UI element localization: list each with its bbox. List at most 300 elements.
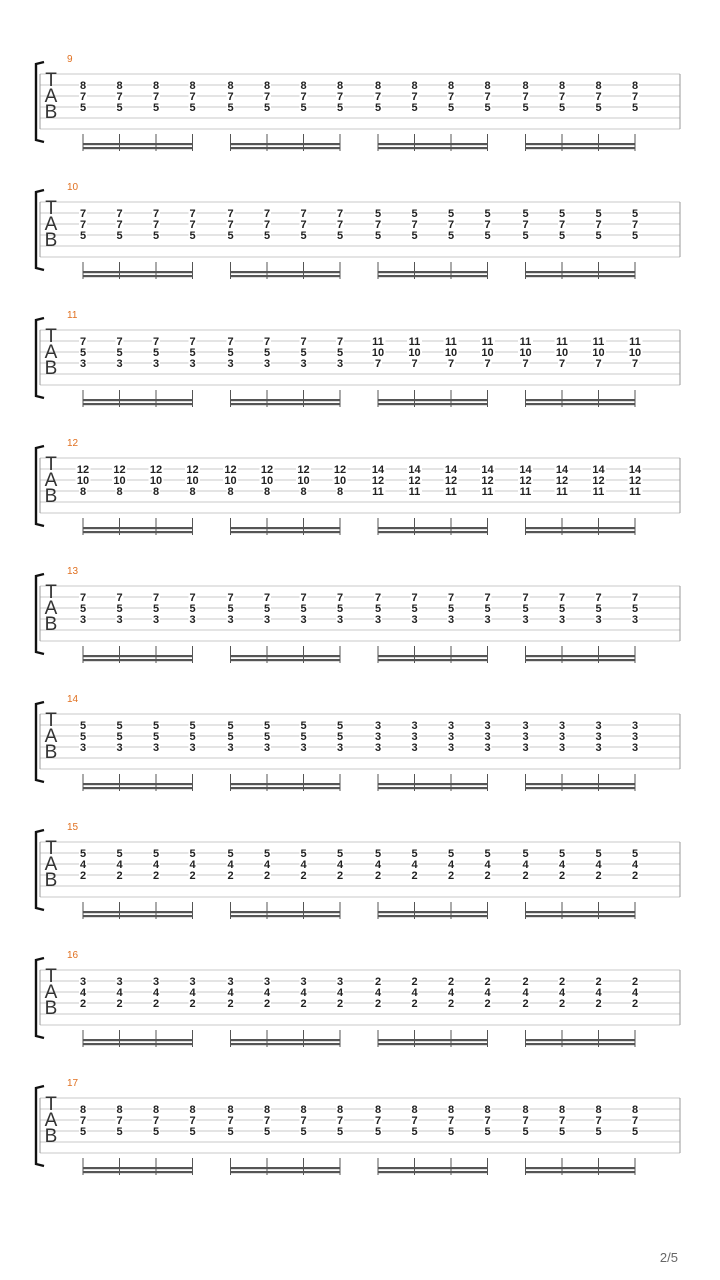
beam	[231, 1043, 341, 1045]
fret-number: 8	[374, 1104, 382, 1116]
fret-number: 8	[484, 80, 491, 92]
fret-number: 5	[227, 230, 234, 242]
beam	[526, 1167, 636, 1169]
fret-number: 5	[631, 102, 639, 114]
fret-number: 4	[631, 859, 639, 871]
measure-number: 16	[67, 950, 79, 961]
fret-number: 2	[595, 998, 602, 1010]
fret-number: 7	[300, 91, 307, 103]
tab-system	[36, 950, 680, 1047]
fret-number: 3	[447, 614, 455, 626]
fret-number: 3	[631, 720, 639, 732]
fret-number: 7	[374, 358, 382, 370]
fret-number: 5	[447, 603, 455, 615]
fret-number: 7	[595, 91, 602, 103]
fret-number: 7	[189, 219, 196, 231]
fret-number: 7	[558, 219, 566, 231]
fret-number: 3	[227, 742, 234, 754]
fret-number: 5	[484, 603, 491, 615]
fret-number: 2	[263, 870, 271, 882]
beam	[526, 1039, 636, 1041]
fret-number: 3	[522, 614, 529, 626]
fret-number: 11	[408, 336, 421, 348]
fret-number: 5	[374, 1126, 382, 1138]
tab-clef-letter: A	[44, 342, 58, 363]
beam	[231, 1167, 341, 1169]
fret-number: 12	[408, 475, 421, 487]
fret-number: 5	[336, 1126, 344, 1138]
fret-number: 5	[447, 230, 455, 242]
fret-number: 7	[447, 219, 455, 231]
fret-number: 2	[447, 998, 455, 1010]
fret-number: 14	[481, 464, 494, 476]
fret-number: 5	[595, 230, 602, 242]
fret-number: 4	[447, 859, 455, 871]
fret-number: 8	[79, 80, 87, 92]
fret-number: 5	[227, 720, 234, 732]
tab-system	[36, 566, 680, 663]
fret-number: 4	[152, 987, 160, 999]
fret-number: 5	[116, 848, 123, 860]
fret-number: 2	[374, 998, 382, 1010]
fret-number: 11	[592, 486, 605, 498]
fret-number: 5	[411, 1126, 418, 1138]
fret-number: 4	[336, 859, 344, 871]
fret-number: 11	[481, 336, 494, 348]
beam	[231, 271, 341, 273]
fret-number: 8	[189, 1104, 196, 1116]
fret-number: 7	[336, 91, 344, 103]
fret-number: 2	[189, 998, 196, 1010]
fret-number: 4	[484, 987, 491, 999]
tab-clef-letter: B	[44, 870, 58, 891]
fret-number: 5	[189, 230, 196, 242]
beam	[378, 275, 488, 277]
tab-clef-letter: T	[45, 198, 57, 219]
fret-number: 12	[224, 464, 237, 476]
fret-number: 5	[484, 230, 491, 242]
tab-clef-letter: A	[44, 854, 58, 875]
beam	[231, 915, 341, 917]
fret-number: 5	[595, 848, 602, 860]
fret-number: 4	[522, 859, 529, 871]
fret-number: 8	[300, 80, 307, 92]
fret-number: 3	[263, 358, 271, 370]
fret-number: 12	[333, 464, 347, 476]
fret-number: 3	[484, 731, 491, 743]
fret-number: 12	[149, 464, 163, 476]
fret-number: 5	[595, 603, 602, 615]
fret-number: 7	[631, 358, 639, 370]
beam	[231, 399, 341, 401]
fret-number: 5	[558, 102, 566, 114]
fret-number: 5	[116, 347, 123, 359]
fret-number: 2	[522, 976, 529, 988]
fret-number: 5	[79, 603, 87, 615]
fret-number: 12	[113, 464, 126, 476]
fret-number: 8	[558, 80, 566, 92]
fret-number: 5	[336, 230, 344, 242]
beam	[83, 1167, 193, 1169]
fret-number: 3	[631, 731, 639, 743]
fret-number: 14	[555, 464, 569, 476]
tab-clef-letter: B	[44, 102, 58, 123]
fret-number: 5	[522, 848, 529, 860]
fret-number: 2	[374, 976, 382, 988]
beam	[231, 1039, 341, 1041]
fret-number: 4	[484, 859, 491, 871]
fret-number: 14	[628, 464, 642, 476]
fret-number: 5	[522, 603, 529, 615]
fret-number: 12	[371, 475, 385, 487]
fret-number: 7	[189, 336, 196, 348]
fret-number: 8	[631, 80, 639, 92]
beam	[83, 147, 193, 149]
fret-number: 11	[556, 336, 568, 348]
beam	[83, 531, 193, 533]
fret-number: 2	[152, 998, 160, 1010]
tab-system	[36, 822, 680, 919]
fret-number: 4	[227, 987, 234, 999]
fret-number: 8	[116, 1104, 123, 1116]
beam	[83, 143, 193, 145]
fret-number: 3	[558, 720, 566, 732]
fret-number: 14	[592, 464, 605, 476]
beam	[231, 655, 341, 657]
beam	[378, 655, 488, 657]
tab-clef-letter: T	[45, 326, 57, 347]
fret-number: 7	[447, 91, 455, 103]
fret-number: 7	[300, 336, 307, 348]
fret-number: 3	[189, 976, 196, 988]
fret-number: 5	[263, 731, 271, 743]
fret-number: 3	[522, 720, 529, 732]
fret-number: 5	[263, 102, 271, 114]
beam	[231, 911, 341, 913]
fret-number: 5	[152, 347, 160, 359]
beam	[231, 787, 341, 789]
fret-number: 3	[484, 614, 491, 626]
fret-number: 7	[152, 336, 160, 348]
fret-number: 11	[372, 486, 384, 498]
fret-number: 5	[152, 102, 160, 114]
fret-number: 5	[116, 230, 123, 242]
fret-number: 8	[411, 80, 418, 92]
fret-number: 7	[79, 336, 87, 348]
fret-number: 10	[628, 347, 642, 359]
fret-number: 12	[519, 475, 532, 487]
fret-number: 4	[522, 987, 529, 999]
tab-clef-letter: B	[44, 998, 58, 1019]
fret-number: 5	[189, 102, 196, 114]
fret-number: 10	[76, 475, 90, 487]
fret-number: 5	[79, 347, 87, 359]
fret-number: 12	[592, 475, 605, 487]
fret-number: 10	[408, 347, 421, 359]
fret-number: 7	[227, 219, 234, 231]
fret-number: 10	[260, 475, 274, 487]
beam	[231, 783, 341, 785]
fret-number: 7	[116, 1115, 123, 1127]
fret-number: 7	[79, 91, 87, 103]
beam	[231, 659, 341, 661]
fret-number: 12	[76, 464, 90, 476]
fret-number: 7	[300, 1115, 307, 1127]
fret-number: 8	[116, 80, 123, 92]
fret-number: 7	[374, 91, 382, 103]
fret-number: 7	[189, 1115, 196, 1127]
beam	[378, 1043, 488, 1045]
measure-number: 10	[67, 182, 79, 193]
fret-number: 5	[263, 1126, 271, 1138]
fret-number: 5	[79, 731, 87, 743]
fret-number: 7	[336, 219, 344, 231]
fret-number: 8	[152, 80, 160, 92]
fret-number: 4	[263, 987, 271, 999]
beam	[378, 143, 488, 145]
fret-number: 2	[300, 870, 307, 882]
fret-number: 5	[374, 230, 382, 242]
fret-number: 3	[374, 614, 382, 626]
fret-number: 3	[447, 742, 455, 754]
fret-number: 5	[300, 347, 307, 359]
fret-number: 4	[263, 859, 271, 871]
fret-number: 7	[263, 219, 271, 231]
fret-number: 8	[595, 1104, 602, 1116]
fret-number: 7	[595, 358, 602, 370]
fret-number: 5	[558, 848, 566, 860]
fret-number: 8	[189, 486, 196, 498]
fret-number: 7	[631, 219, 639, 231]
fret-number: 3	[263, 742, 271, 754]
beam	[526, 655, 636, 657]
beam	[231, 527, 341, 529]
beam	[83, 271, 193, 273]
tab-clef-letter: T	[45, 454, 57, 475]
fret-number: 5	[595, 1126, 602, 1138]
fret-number: 7	[411, 219, 418, 231]
fret-number: 14	[371, 464, 385, 476]
fret-number: 11	[556, 486, 568, 498]
fret-number: 3	[374, 720, 382, 732]
fret-number: 7	[189, 592, 196, 604]
fret-number: 5	[374, 848, 382, 860]
tab-clef-letter: B	[44, 614, 58, 635]
fret-number: 5	[411, 102, 418, 114]
fret-number: 7	[152, 208, 160, 220]
beam	[231, 1171, 341, 1173]
beam	[231, 531, 341, 533]
fret-number: 7	[447, 358, 455, 370]
fret-number: 7	[631, 91, 639, 103]
fret-number: 5	[227, 102, 234, 114]
fret-number: 3	[595, 720, 602, 732]
fret-number: 7	[522, 219, 529, 231]
tab-clef-letter: B	[44, 742, 58, 763]
fret-number: 10	[224, 475, 237, 487]
fret-number: 5	[300, 720, 307, 732]
beam	[526, 783, 636, 785]
fret-number: 5	[631, 208, 639, 220]
fret-number: 5	[116, 603, 123, 615]
beam	[526, 527, 636, 529]
fret-number: 2	[116, 870, 123, 882]
fret-number: 3	[79, 614, 87, 626]
fret-number: 8	[447, 80, 455, 92]
fret-number: 2	[374, 870, 382, 882]
fret-number: 5	[558, 1126, 566, 1138]
beam	[83, 1039, 193, 1041]
beam	[526, 915, 636, 917]
fret-number: 7	[300, 592, 307, 604]
fret-number: 2	[558, 998, 566, 1010]
beam	[231, 403, 341, 405]
fret-number: 5	[152, 848, 160, 860]
beam	[526, 399, 636, 401]
fret-number: 14	[408, 464, 421, 476]
fret-number: 7	[116, 91, 123, 103]
tab-clef-letter: B	[44, 358, 58, 379]
fret-number: 5	[300, 102, 307, 114]
fret-number: 5	[227, 848, 234, 860]
fret-number: 7	[411, 1115, 418, 1127]
fret-number: 4	[189, 987, 196, 999]
fret-number: 8	[79, 1104, 87, 1116]
tab-clef-letter: T	[45, 582, 57, 603]
fret-number: 3	[411, 614, 418, 626]
fret-number: 8	[631, 1104, 639, 1116]
fret-number: 2	[447, 976, 455, 988]
fret-number: 7	[447, 1115, 455, 1127]
fret-number: 3	[79, 742, 87, 754]
fret-number: 5	[152, 603, 160, 615]
fret-number: 4	[595, 987, 602, 999]
fret-number: 2	[79, 998, 87, 1010]
fret-number: 8	[300, 1104, 307, 1116]
beam	[526, 271, 636, 273]
fret-number: 5	[484, 102, 491, 114]
fret-number: 7	[522, 1115, 529, 1127]
fret-number: 4	[595, 859, 602, 871]
fret-number: 4	[558, 987, 566, 999]
fret-number: 5	[300, 1126, 307, 1138]
fret-number: 5	[227, 731, 234, 743]
fret-number: 12	[260, 464, 274, 476]
fret-number: 11	[629, 486, 641, 498]
fret-number: 7	[374, 219, 382, 231]
fret-number: 7	[79, 208, 87, 220]
fret-number: 2	[411, 870, 418, 882]
fret-number: 5	[484, 848, 491, 860]
fret-number: 5	[558, 230, 566, 242]
fret-number: 5	[522, 1126, 529, 1138]
fret-number: 7	[79, 592, 87, 604]
tab-system	[36, 1078, 680, 1175]
fret-number: 5	[522, 208, 529, 220]
beam	[83, 915, 193, 917]
fret-number: 12	[628, 475, 642, 487]
fret-number: 5	[189, 731, 196, 743]
fret-number: 2	[558, 870, 566, 882]
fret-number: 11	[481, 486, 494, 498]
fret-number: 3	[227, 614, 234, 626]
fret-number: 3	[411, 742, 418, 754]
fret-number: 8	[227, 1104, 234, 1116]
tab-clef-letter: A	[44, 726, 58, 747]
fret-number: 2	[152, 870, 160, 882]
fret-number: 12	[555, 475, 569, 487]
fret-number: 3	[631, 614, 639, 626]
fret-number: 7	[484, 1115, 491, 1127]
fret-number: 10	[333, 475, 347, 487]
fret-number: 7	[300, 219, 307, 231]
beam	[378, 659, 488, 661]
fret-number: 7	[558, 592, 566, 604]
fret-number: 11	[629, 336, 641, 348]
fret-number: 7	[263, 1115, 271, 1127]
fret-number: 12	[297, 464, 310, 476]
fret-number: 8	[152, 1104, 160, 1116]
fret-number: 3	[631, 742, 639, 754]
fret-number: 8	[558, 1104, 566, 1116]
measure-number: 15	[67, 822, 79, 833]
fret-number: 7	[374, 592, 382, 604]
measure-number: 14	[67, 694, 79, 705]
fret-number: 3	[595, 742, 602, 754]
measure-number: 12	[67, 438, 79, 449]
fret-number: 4	[152, 859, 160, 871]
fret-number: 5	[189, 848, 196, 860]
fret-number: 3	[374, 742, 382, 754]
fret-number: 10	[297, 475, 310, 487]
tab-system	[36, 182, 680, 279]
fret-number: 7	[227, 592, 234, 604]
fret-number: 8	[79, 486, 87, 498]
fret-number: 3	[116, 742, 123, 754]
fret-number: 4	[79, 859, 87, 871]
fret-number: 12	[444, 475, 458, 487]
fret-number: 5	[336, 848, 344, 860]
fret-number: 5	[595, 102, 602, 114]
beam	[526, 1043, 636, 1045]
fret-number: 5	[263, 720, 271, 732]
fret-number: 3	[595, 731, 602, 743]
fret-number: 3	[374, 731, 382, 743]
beam	[231, 147, 341, 149]
fret-number: 10	[186, 475, 199, 487]
fret-number: 7	[522, 592, 529, 604]
fret-number: 8	[522, 80, 529, 92]
fret-number: 10	[113, 475, 126, 487]
fret-number: 11	[445, 336, 457, 348]
tab-clef-letter: A	[44, 470, 58, 491]
fret-number: 5	[189, 603, 196, 615]
fret-number: 3	[411, 720, 418, 732]
fret-number: 7	[631, 592, 639, 604]
fret-number: 7	[558, 91, 566, 103]
fret-number: 7	[595, 592, 602, 604]
fret-number: 3	[79, 358, 87, 370]
fret-number: 4	[336, 987, 344, 999]
fret-number: 11	[592, 336, 605, 348]
fret-number: 2	[522, 870, 529, 882]
fret-number: 3	[558, 614, 566, 626]
fret-number: 7	[336, 1115, 344, 1127]
beam	[526, 147, 636, 149]
fret-number: 2	[116, 998, 123, 1010]
fret-number: 5	[116, 102, 123, 114]
measure-number: 17	[67, 1078, 79, 1089]
